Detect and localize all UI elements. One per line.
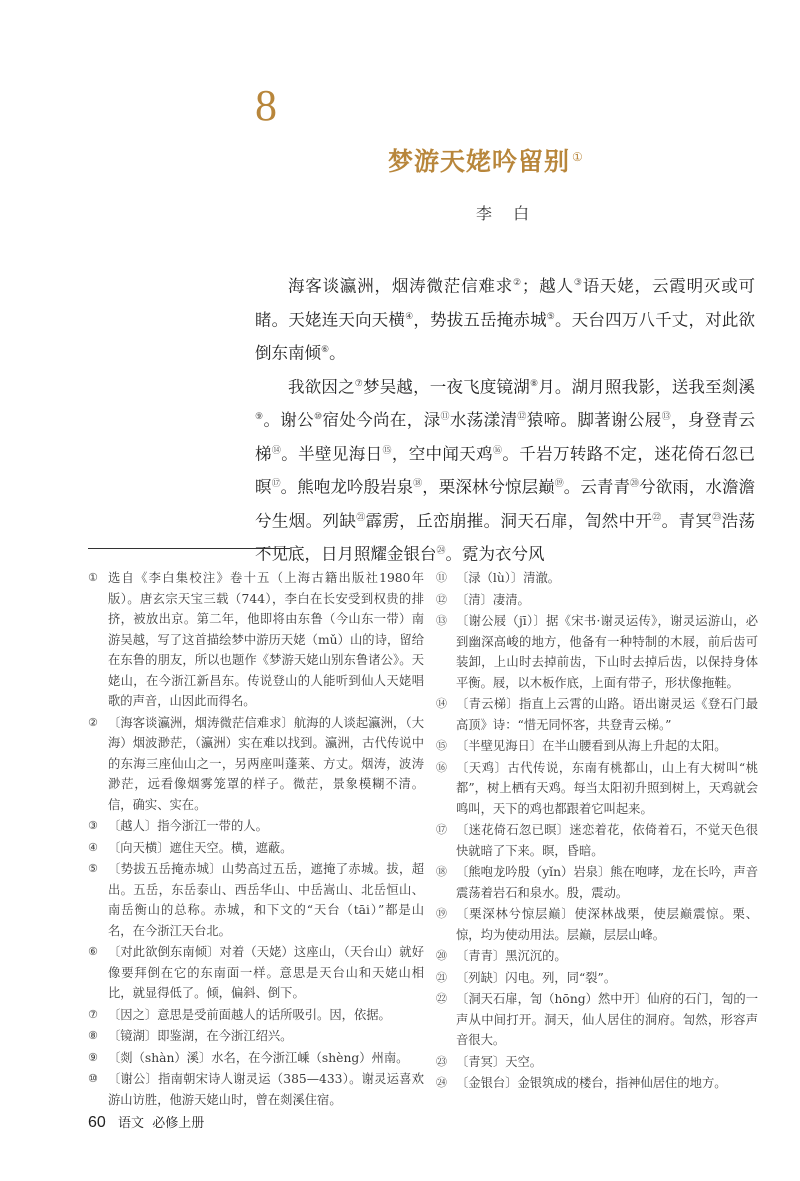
- footnote-text: 〔对此欲倒东南倾〕对着（天姥）这座山，（天台山）就好像要拜倒在它的东南面一样。意思是天台山和天姥山相比，就显得低了。倾，偏斜、倒下。: [108, 945, 424, 1000]
- poem-text: 我欲因之: [288, 377, 355, 396]
- footnote-text: 〔迷花倚石忽已暝〕迷恋着花，依倚着石，不觉天色很快就暗了下来。暝，昏暗。: [456, 823, 758, 858]
- footnote-ref[interactable]: ②: [513, 278, 522, 288]
- poem-text: ，势拔五岳掩赤城: [413, 310, 547, 329]
- footnote: [88, 1005, 424, 1026]
- footnote-text: 〔势拔五岳掩赤城〕山势高过五岳，遮掩了赤城。拔，超出。五岳，东岳泰山、西岳华山、中岳嵩山、北岳恒山、南岳衡山的总称。赤城，和下文的“天台（tāi）”都是山名，在今浙江天台北。: [108, 862, 424, 938]
- footnote-ref[interactable]: ⑥: [321, 345, 330, 355]
- poem-text: 兮欲雨，水澹澹兮生烟。列缺: [255, 477, 755, 530]
- footnote-text: 〔青云梯〕指直上云霄的山路。语出谢灵运《登石门最高顶》诗：“惜无同怀客，共登青云梯。”: [456, 697, 758, 732]
- page-number: 60: [88, 1114, 106, 1131]
- page-footer: [88, 1112, 204, 1132]
- footnote-ref[interactable]: ④: [405, 311, 414, 322]
- footnote: [436, 1073, 758, 1094]
- footnote-text: 〔渌（lù）〕清澈。: [456, 571, 561, 585]
- footnote-ref[interactable]: ③: [573, 278, 583, 288]
- footnote: [436, 968, 758, 989]
- footnote: [88, 1026, 424, 1047]
- footnote: [436, 904, 758, 945]
- footnote-divider: [88, 548, 290, 549]
- footnote-text: 〔金银台〕金银筑成的楼台，指神仙居住的地方。: [456, 1076, 727, 1090]
- footnote: [88, 568, 424, 712]
- footnote: [436, 820, 758, 861]
- footnote-number: ⑩: [88, 1072, 98, 1085]
- footnote-number: ⑯: [436, 760, 447, 774]
- footnotes-right-column: [436, 568, 758, 1095]
- poem-title: [388, 142, 584, 178]
- footnote-text: 〔青青〕黑沉沉的。: [456, 949, 567, 963]
- poem-text: 。云青青: [563, 477, 631, 497]
- footnote-text: 〔因之〕意思是受前面越人的话所吸引。因，依据。: [108, 1007, 391, 1022]
- footnote: [88, 713, 424, 816]
- footnote-text: 〔剡（shàn）溪〕水名，在今浙江嵊（shèng）州南。: [108, 1050, 409, 1065]
- poem-text: ，空中闻天鸡: [391, 444, 494, 463]
- footnote-number: ⑰: [436, 823, 447, 836]
- poem-text: 梦吴越，一夜飞度镜湖: [363, 377, 530, 396]
- footnote-ref[interactable]: ⑪: [440, 412, 450, 422]
- lesson-number: 8: [255, 81, 277, 130]
- footnote-number: ㉓: [436, 1054, 447, 1068]
- footnote-number: ⑳: [436, 949, 447, 962]
- footnote-number: ⑦: [88, 1007, 98, 1021]
- footnote-text: 〔清〕凄清。: [456, 592, 530, 607]
- poem-text: 语天姥，云霞明灭或可睹。天姥连天向天横: [255, 276, 756, 329]
- footnote-text: 〔向天横〕遮住天空。横，遮蔽。: [108, 840, 293, 855]
- footnote-text: 〔镜湖〕即鉴湖，在今浙江绍兴。: [108, 1029, 293, 1043]
- footnote-ref[interactable]: ㉑: [356, 512, 366, 523]
- poem-title-text: 梦游天姥吟留别: [388, 147, 571, 176]
- footnote-text: 〔列缺〕闪电。列，同“裂”。: [456, 970, 617, 985]
- footnote-text: 〔越人〕指今浙江一带的人。: [108, 819, 268, 833]
- footnotes-left-column: [88, 568, 424, 1111]
- footnote-ref[interactable]: ⑰: [271, 479, 281, 489]
- footnote-number: ⑭: [436, 697, 447, 710]
- poem-text: 。熊咆龙吟殷岩泉: [280, 477, 414, 497]
- poem-text: 。青冥: [661, 511, 713, 530]
- footnote-number: ⑫: [436, 592, 447, 606]
- footnote-text: 〔谢公〕指南朝宋诗人谢灵运（385—433）。谢灵运喜欢游山访胜，他游天姥山时，曾在剡溪住宿。: [108, 1072, 424, 1107]
- footnote-ref[interactable]: ⑱: [413, 479, 423, 489]
- poem-text: 。霓为衣兮风: [445, 544, 545, 564]
- footnote-ref[interactable]: ⑮: [382, 445, 392, 456]
- footnote-text: 选自《李白集校注》卷十五（上海古籍出版社1980年版）。唐玄宗天宝三载（744），李白在长安受到权贵的排挤，被放出京。第二年，他即将由东鲁（今山东一带）南游吴越，写了这首描绘梦中游历天姥（mǔ）山的诗，留给在东鲁的朋友，所以也题作《梦游天姥山别东鲁诸公》。天姥山，在今浙江新昌东。传说登山的人能听到仙人天姥唱歌的声音，山因此而得名。: [108, 571, 424, 708]
- footnote-number: ⑧: [88, 1029, 98, 1042]
- poem-text: 。谢公: [263, 410, 315, 430]
- poem-text: 水荡漾清: [449, 410, 518, 430]
- footnote: [88, 1048, 424, 1069]
- poem-paragraph: [255, 369, 755, 570]
- footnote-text: 〔熊咆龙吟殷（yǐn）岩泉〕熊在咆哮，龙在长吟，声音震荡着岩石和泉水。殷，震动。: [456, 865, 758, 900]
- footnote-text: 〔半壁见海日〕在半山腰看到从海上升起的太阳。: [456, 739, 727, 753]
- footnote-text: 〔青冥〕天空。: [456, 1054, 543, 1069]
- footnote: [436, 736, 758, 757]
- footnote: [436, 758, 758, 820]
- footnote: [436, 862, 758, 903]
- footnote-number: ⑤: [88, 862, 98, 875]
- footnote-text: 〔洞天石扉，訇（hōng）然中开〕仙府的石门，訇的一声从中间打开。洞天，仙人居住的洞府。訇然，形容声音很大。: [456, 992, 758, 1047]
- footnote-ref[interactable]: ⑲: [554, 479, 564, 489]
- poem-text: 浩荡不见底，日月照耀金银台: [255, 511, 756, 564]
- footnote-number: ㉒: [436, 992, 447, 1005]
- footnote-number: ④: [88, 840, 98, 854]
- title-footnote-ref[interactable]: ①: [572, 149, 584, 164]
- poem-text: 宿处今尚在，渌: [322, 410, 441, 430]
- footnote-number: ③: [88, 819, 98, 832]
- footnote-number: ⑱: [436, 865, 447, 878]
- footnote-ref[interactable]: ⑩: [314, 412, 323, 422]
- footnote-ref[interactable]: ⑨: [255, 412, 264, 422]
- footnote: [436, 946, 758, 967]
- footnote-ref[interactable]: ㉒: [652, 512, 662, 523]
- footnote-ref[interactable]: ⑬: [661, 412, 672, 422]
- footnote-number: ⑬: [436, 614, 447, 627]
- poem-text: ；越人: [521, 276, 574, 296]
- footnote: [88, 816, 424, 837]
- poem-text: 霹雳，丘峦崩摧。洞天石扉，訇然中开: [365, 511, 653, 530]
- footnote-number: ⑨: [88, 1050, 98, 1064]
- footnote-number: ㉑: [436, 970, 447, 984]
- footnote-text: 〔栗深林兮惊层巅〕使深林战栗，使层巅震惊。栗、惊，均为使动用法。层巅，层层山峰。: [456, 907, 758, 942]
- footnote-number: ⑪: [436, 571, 447, 584]
- footnote: [436, 989, 758, 1051]
- footnote-number: ㉔: [436, 1076, 447, 1089]
- footnote: [436, 611, 758, 693]
- footnote-ref[interactable]: ㉓: [712, 512, 722, 523]
- footnote: [88, 859, 424, 941]
- poem-text: 。: [329, 343, 346, 363]
- footnote-text: 〔天鸡〕古代传说，东南有桃都山，山上有大树叫“桃都”，树上栖有天鸡。每当太阳初升照到树上，天鸡就会鸣叫，天下的鸡也都跟着它叫起来。: [456, 760, 758, 816]
- footnote-number: ⑥: [88, 945, 98, 958]
- footnote-ref[interactable]: ⑯: [493, 445, 503, 456]
- footnote-ref[interactable]: ⑭: [271, 445, 282, 456]
- poem-body: [255, 268, 755, 570]
- footnote-number: ⑲: [436, 907, 447, 920]
- footnote: [88, 942, 424, 1004]
- poem-text: 。天台四万八千丈，对此欲倒东南倾: [255, 310, 756, 363]
- footnote-number: ②: [88, 715, 98, 729]
- footnote: [436, 694, 758, 735]
- poem-text: ，栗深林兮惊层巅: [422, 477, 555, 497]
- author: 李 白: [476, 204, 538, 223]
- footnote: [88, 838, 424, 859]
- footnote-text: 〔海客谈瀛洲，烟涛微茫信难求〕航海的人谈起瀛洲，（大海）烟波渺茫，（瀛洲）实在难以找到。瀛洲，古代传说中的东海三座仙山之一，另两座叫蓬莱、方丈。烟涛，波涛渺茫，远看像烟雾笼罩的样子。微茫，景象模糊不清。信，确实、实在。: [108, 715, 424, 812]
- footnote-ref[interactable]: ⑧: [529, 378, 539, 389]
- footnote-ref[interactable]: ⑦: [354, 378, 364, 389]
- poem-text: 。半壁见海日: [281, 444, 383, 463]
- poem-text: 。千岩万转路不定，迷花倚石忽已暝: [255, 444, 756, 497]
- book-title: 语文 必修上册: [117, 1116, 205, 1131]
- poem-text: 猿啼。脚著谢公屐: [526, 410, 662, 430]
- footnote: [436, 1052, 758, 1073]
- poem-text: ，身登青云梯: [255, 410, 756, 463]
- poem-text: 海客谈瀛洲，烟涛微茫信难求: [288, 276, 514, 296]
- footnote-text: 〔谢公屐（jī）〕据《宋书·谢灵运传》，谢灵运游山，必到幽深高峻的地方，他备有一种特制的木屐，前后齿可装卸，上山时去掉前齿，下山时去掉后齿，以保持身体平衡。屐，以木板作底，上面有带子，形状像拖鞋。: [456, 614, 758, 690]
- footnote-ref[interactable]: ㉔: [436, 546, 446, 556]
- footnote-ref[interactable]: ⑳: [630, 479, 640, 489]
- footnote-number: ⑮: [436, 739, 447, 752]
- footnote-ref[interactable]: ⑤: [546, 311, 556, 322]
- poem-paragraph: [255, 268, 755, 369]
- footnote: [88, 1069, 424, 1110]
- footnote: [436, 590, 758, 611]
- poem-text: 月。湖月照我影，送我至剡溪: [538, 377, 756, 396]
- footnote-number: ①: [88, 571, 98, 584]
- footnote-ref[interactable]: ⑫: [517, 412, 527, 422]
- footnote: [436, 568, 758, 589]
